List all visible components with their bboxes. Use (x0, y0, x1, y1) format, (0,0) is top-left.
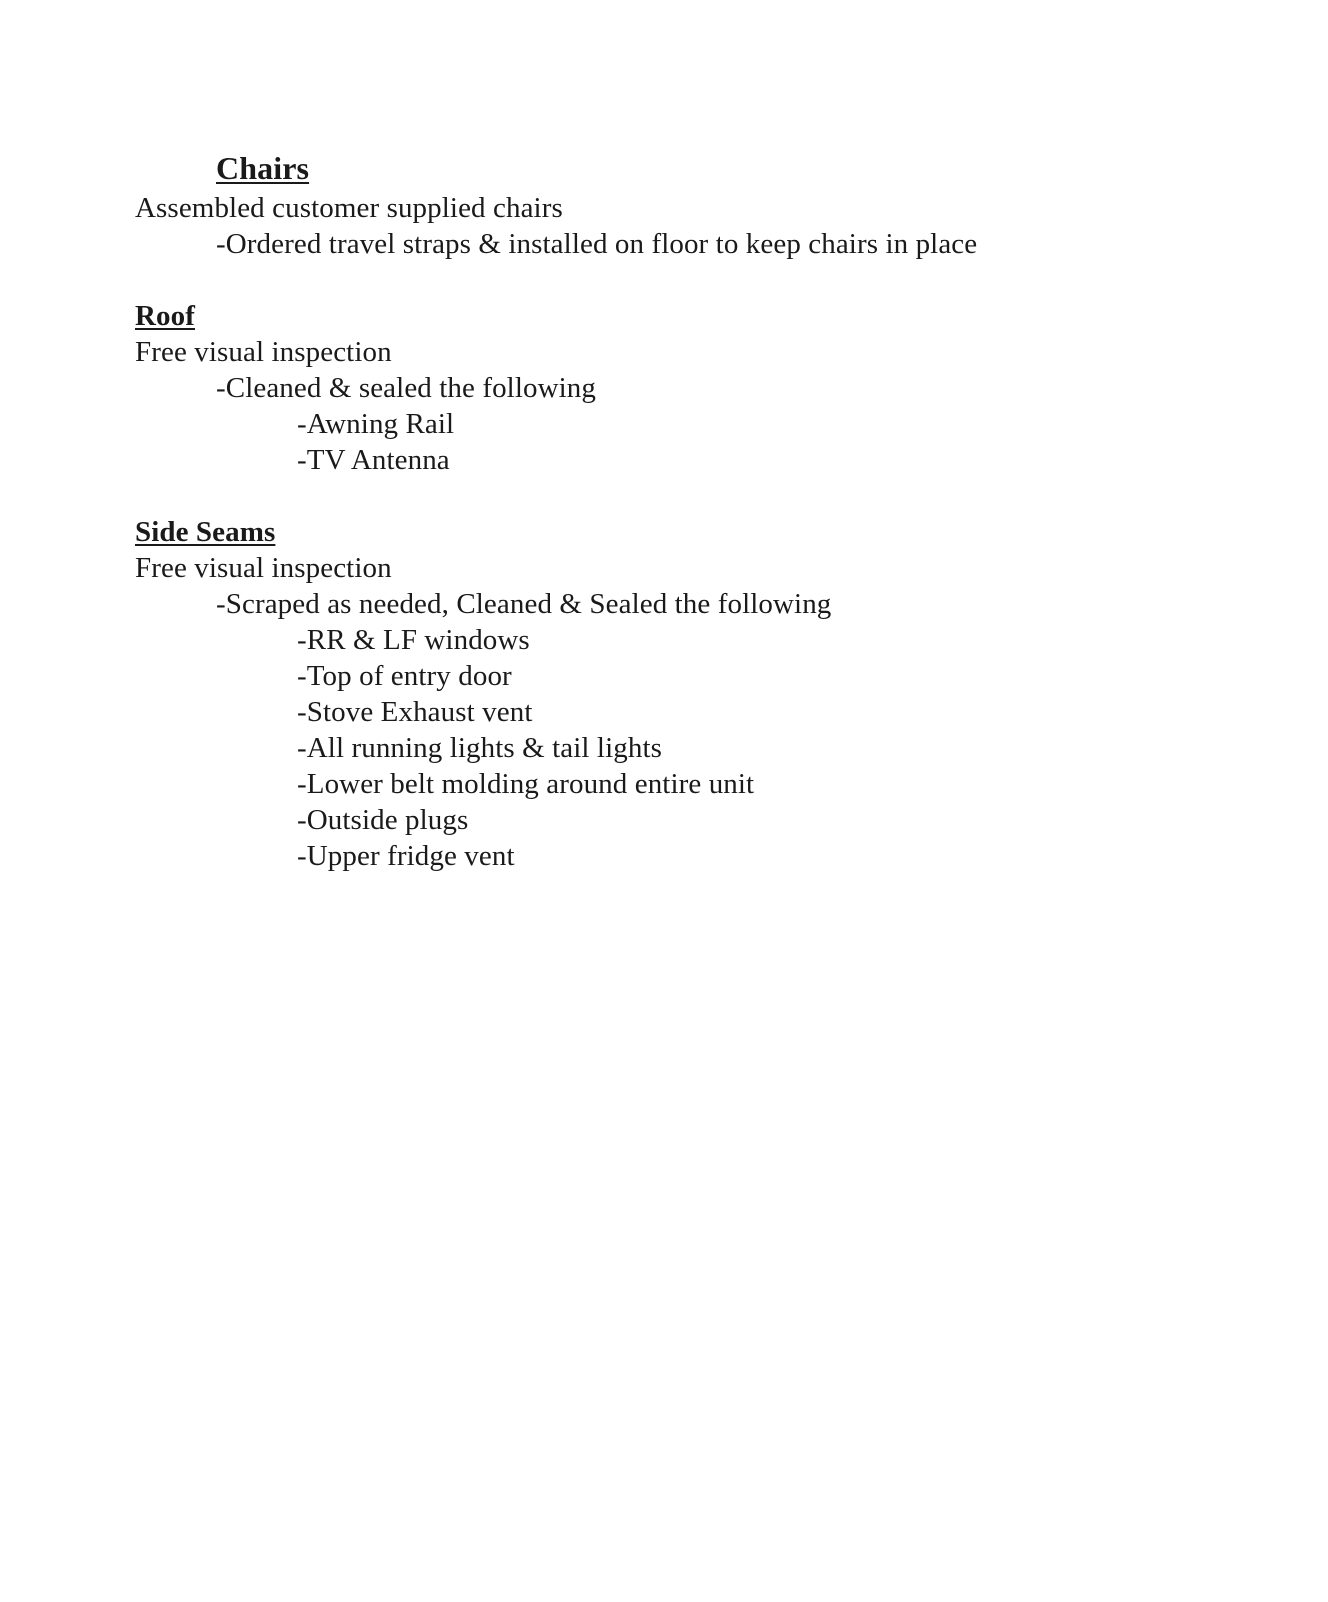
list-item: -Awning Rail (297, 408, 455, 440)
section-intro-side-seams: Free visual inspection (135, 552, 392, 584)
list-item: -Ordered travel straps & installed on floor to keep chairs in place (216, 228, 978, 260)
list-item: -RR & LF windows (297, 624, 530, 656)
section-intro-chairs: Assembled customer supplied chairs (135, 192, 563, 224)
list-item: -Outside plugs (297, 804, 469, 836)
list-item: -TV Antenna (297, 444, 450, 476)
section-action-roof: -Cleaned & sealed the following (216, 372, 596, 404)
section-heading-chairs: Chairs (216, 150, 310, 186)
list-item: -Lower belt molding around entire unit (297, 768, 755, 800)
list-item: -Stove Exhaust vent (297, 696, 533, 728)
section-heading-side-seams: Side Seams (135, 516, 276, 548)
list-item: -Upper fridge vent (297, 840, 515, 872)
list-item: -All running lights & tail lights (297, 732, 662, 764)
section-heading-roof: Roof (135, 300, 196, 332)
list-item: -Top of entry door (297, 660, 512, 692)
section-action-side-seams: -Scraped as needed, Cleaned & Sealed the following (216, 588, 832, 620)
section-intro-roof: Free visual inspection (135, 336, 392, 368)
